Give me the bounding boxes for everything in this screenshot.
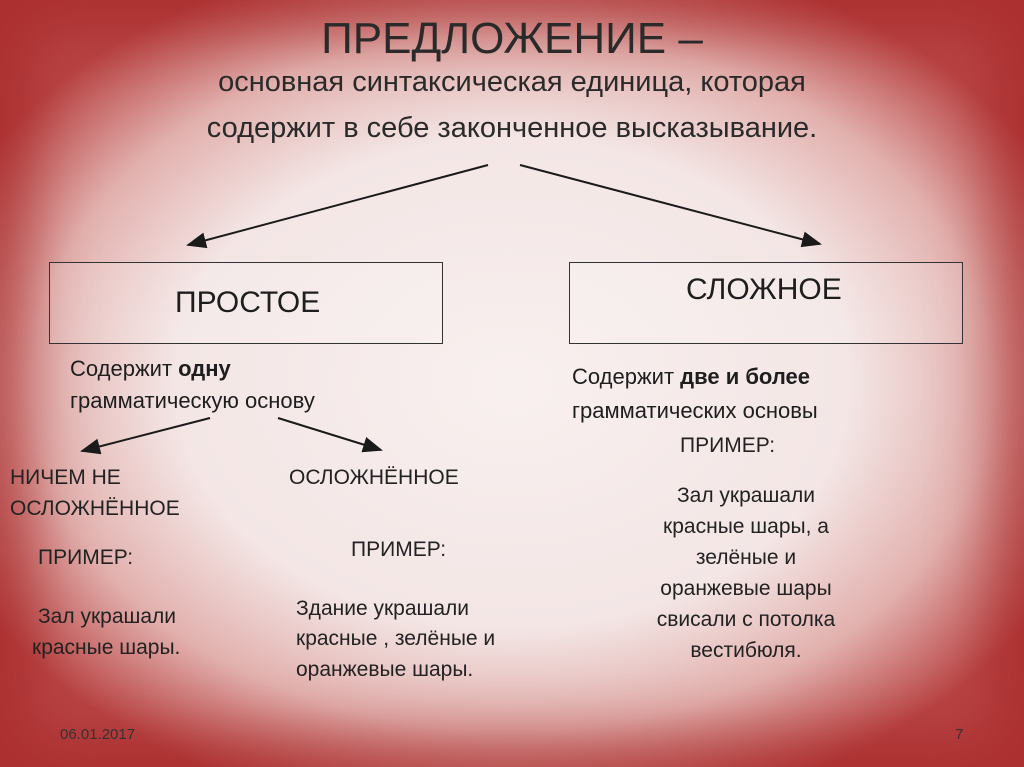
complicated-label: ОСЛОЖНЁННОЕ [289,466,459,489]
complex-label: СЛОЖНОЕ [686,273,842,306]
simple-desc-line-2: грамматическую основу [70,388,315,413]
simple-label: ПРОСТОЕ [175,286,321,319]
complex-desc-line-2: грамматических основы [572,398,818,423]
arrow-to-complicated [278,418,381,450]
complex-example-label: ПРИМЕР: [680,434,776,457]
uncomplicated-label-line-1: НИЧЕМ НЕ [10,466,121,489]
slide-title: ПРЕДЛОЖЕНИЕ – [321,14,703,63]
complex-example-line-5: свисали с потолка [656,608,836,631]
complex-desc-prefix: Содержит [572,364,675,389]
uncomplicated-example-label: ПРИМЕР: [38,546,134,569]
complex-desc-line-1 [572,364,810,390]
page-number: 7 [955,726,964,743]
arrow-to-simple [188,165,488,245]
definition-line-2: содержит в себе законченное высказывание. [206,112,818,144]
simple-desc-prefix: Содержит [70,356,173,381]
simple-desc-bold: одну [178,356,231,381]
uncomplicated-example-line-1: Зал украшали [38,605,177,628]
uncomplicated-example-line-2: красные шары. [32,636,181,659]
footer-date: 06.01.2017 [60,726,136,743]
definition-line-1: основная синтаксическая единица, которая [218,66,806,98]
complex-example-line-3: зелёные и [695,546,797,569]
complex-example-line-6: вестибюля. [690,639,802,662]
complicated-example-line-2: красные , зелёные и [296,627,496,650]
complicated-example-label: ПРИМЕР: [351,538,447,561]
complex-example-line-2: красные шары, а [663,515,829,538]
arrow-to-complex [520,165,820,244]
simple-desc-line-1 [70,356,231,382]
complicated-example-line-3: оранжевые шары. [296,658,474,681]
complex-example-line-4: оранжевые шары [660,577,832,600]
complicated-example-line-1: Здание украшали [296,597,470,620]
uncomplicated-label-line-2: ОСЛОЖНЁННОЕ [10,497,180,520]
complex-example-line-1: Зал украшали [676,484,815,507]
arrow-to-uncomplicated [82,418,210,451]
complex-desc-bold: две и более [680,364,810,389]
